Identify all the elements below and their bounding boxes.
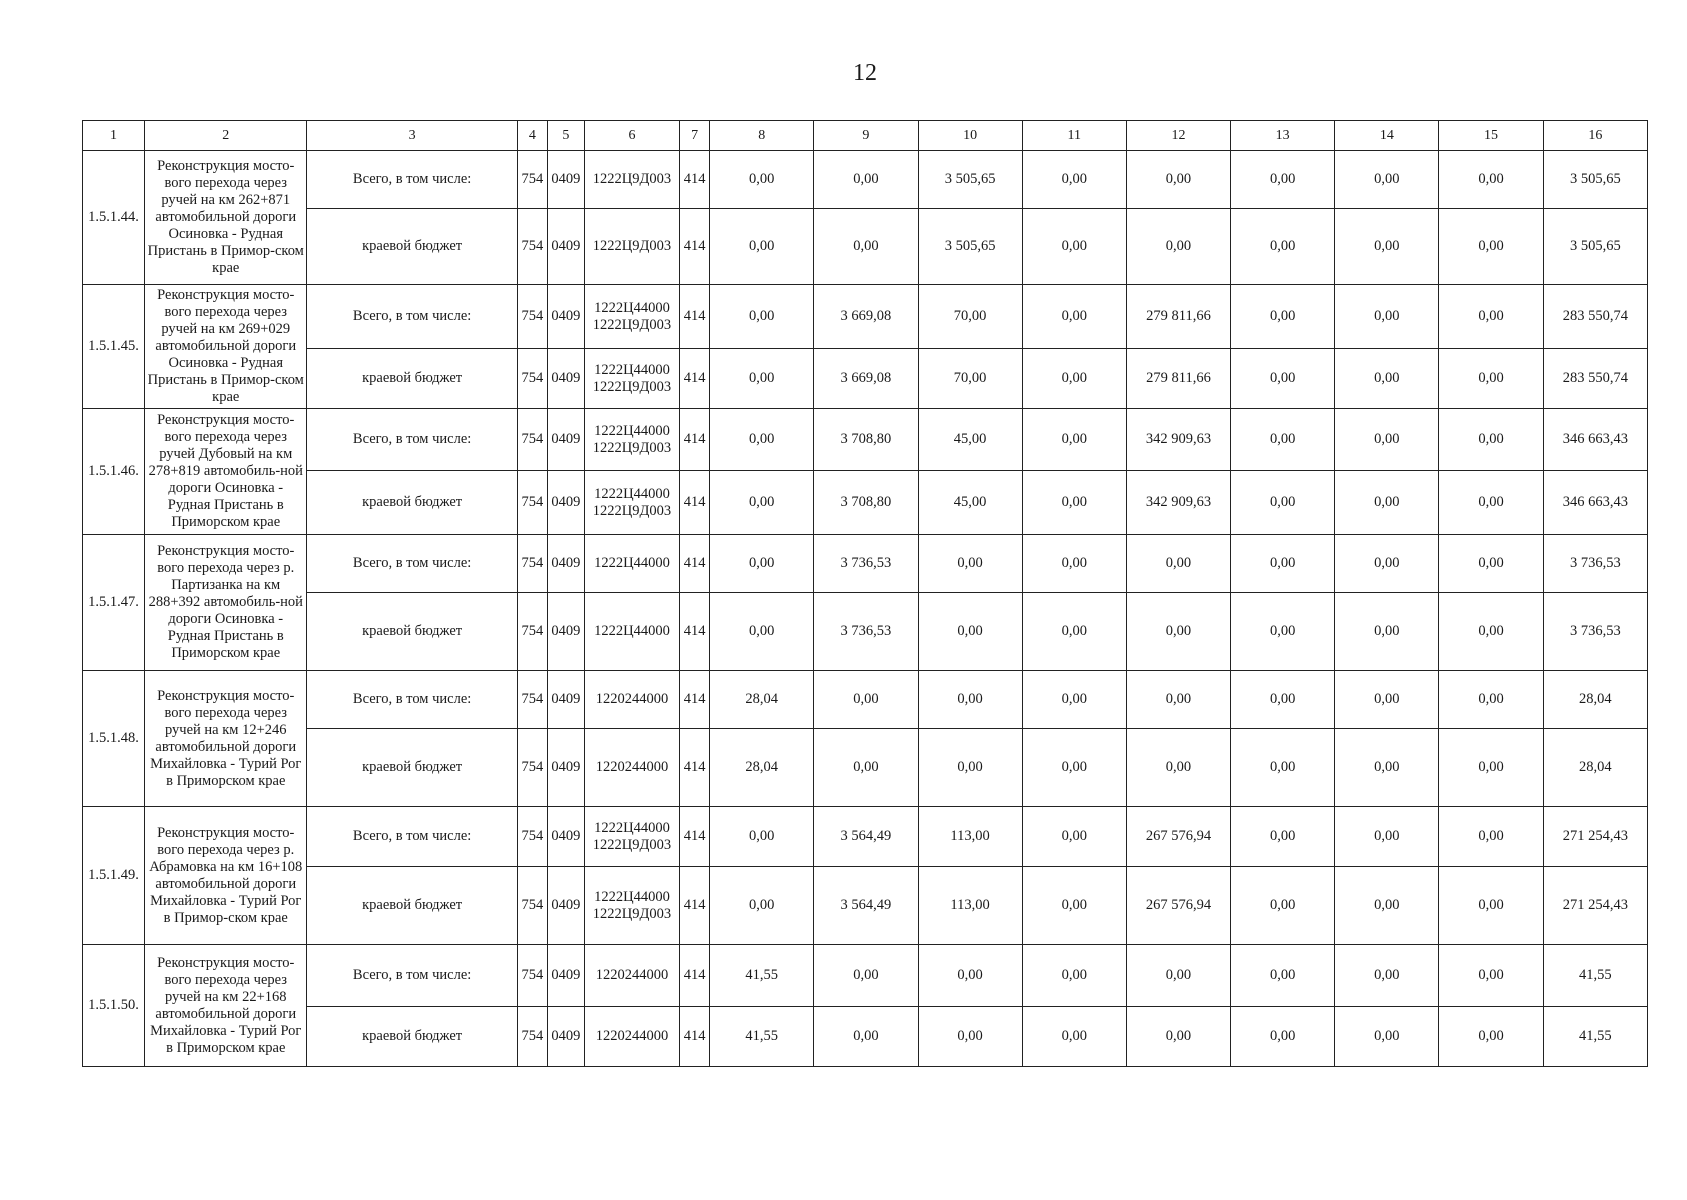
amount-cell: 70,00	[918, 285, 1022, 349]
amount-cell: 0,00	[1022, 349, 1126, 409]
amount-cell: 0,00	[1335, 285, 1439, 349]
amount-cell: 0,00	[1335, 209, 1439, 285]
page-number: 12	[853, 60, 877, 86]
expense-type-code: 414	[680, 867, 710, 945]
amount-cell: 0,00	[1231, 209, 1335, 285]
target-article-line: 1222Ц9Д003	[592, 316, 672, 333]
amount-cell: 346 663,43	[1543, 471, 1647, 535]
amount-cell: 0,00	[1022, 867, 1126, 945]
item-name: Реконструкция мосто-вого перехода через р. Абрамовка на км 16+108 автомобильной дороги Михайловка - Турий Рог в Примор-ском крае	[145, 807, 307, 945]
amount-cell: 41,55	[710, 945, 814, 1007]
amount-cell: 0,00	[1231, 535, 1335, 593]
column-header: 6	[584, 121, 679, 151]
column-header: 16	[1543, 121, 1647, 151]
amount-cell: 0,00	[814, 151, 918, 209]
funding-source: Всего, в том числе:	[307, 535, 517, 593]
column-header: 8	[710, 121, 814, 151]
amount-cell: 0,00	[710, 409, 814, 471]
expense-type-code: 414	[680, 209, 710, 285]
amount-cell: 70,00	[918, 349, 1022, 409]
grbs-code: 754	[517, 471, 547, 535]
amount-cell: 0,00	[1231, 1007, 1335, 1067]
amount-cell: 0,00	[1126, 209, 1230, 285]
amount-cell: 113,00	[918, 867, 1022, 945]
amount-cell: 3 736,53	[814, 593, 918, 671]
section-code: 0409	[547, 409, 584, 471]
amount-cell: 113,00	[918, 807, 1022, 867]
amount-cell: 28,04	[1543, 729, 1647, 807]
amount-cell: 3 505,65	[918, 209, 1022, 285]
amount-cell: 0,00	[1022, 209, 1126, 285]
amount-cell: 45,00	[918, 471, 1022, 535]
amount-cell: 342 909,63	[1126, 409, 1230, 471]
grbs-code: 754	[517, 867, 547, 945]
item-name: Реконструкция мосто-вого перехода через р. Партизанка на км 288+392 автомобиль-ной дороги Осиновка - Рудная Пристань в Приморском крае	[145, 535, 307, 671]
amount-cell: 0,00	[1231, 945, 1335, 1007]
section-code: 0409	[547, 945, 584, 1007]
target-article-line: 1222Ц44000	[594, 485, 670, 502]
item-code: 1.5.1.50.	[83, 945, 145, 1067]
amount-cell: 283 550,74	[1543, 285, 1647, 349]
amount-cell: 0,00	[710, 151, 814, 209]
amount-cell: 0,00	[1126, 671, 1230, 729]
funding-source: Всего, в том числе:	[307, 285, 517, 349]
amount-cell: 0,00	[1126, 729, 1230, 807]
amount-cell: 0,00	[1335, 945, 1439, 1007]
amount-cell: 28,04	[710, 729, 814, 807]
amount-cell: 279 811,66	[1126, 349, 1230, 409]
amount-cell: 0,00	[1439, 729, 1543, 807]
table-row	[83, 593, 1648, 671]
amount-cell: 0,00	[1231, 409, 1335, 471]
target-article-line: 1220244000	[595, 759, 669, 775]
amount-cell: 0,00	[1231, 729, 1335, 807]
table-row	[83, 807, 1648, 867]
target-article-code	[584, 409, 679, 471]
table-row	[83, 1007, 1648, 1067]
amount-cell: 0,00	[1022, 729, 1126, 807]
amount-cell: 0,00	[1439, 671, 1543, 729]
amount-cell: 0,00	[1231, 807, 1335, 867]
amount-cell: 28,04	[710, 671, 814, 729]
grbs-code: 754	[517, 945, 547, 1007]
amount-cell: 0,00	[918, 1007, 1022, 1067]
column-header: 9	[814, 121, 918, 151]
amount-cell: 0,00	[1439, 807, 1543, 867]
amount-cell: 0,00	[1335, 349, 1439, 409]
amount-cell: 3 708,80	[814, 471, 918, 535]
funding-source: краевой бюджет	[307, 729, 517, 807]
amount-cell: 0,00	[1231, 593, 1335, 671]
amount-cell: 0,00	[1335, 729, 1439, 807]
amount-cell: 342 909,63	[1126, 471, 1230, 535]
amount-cell: 267 576,94	[1126, 867, 1230, 945]
column-header: 4	[517, 121, 547, 151]
amount-cell: 0,00	[918, 593, 1022, 671]
expense-type-code: 414	[680, 945, 710, 1007]
amount-cell: 0,00	[1231, 285, 1335, 349]
amount-cell: 0,00	[1022, 807, 1126, 867]
amount-cell: 0,00	[918, 671, 1022, 729]
amount-cell: 41,55	[710, 1007, 814, 1067]
table-row	[83, 349, 1648, 409]
section-code: 0409	[547, 471, 584, 535]
amount-cell: 0,00	[918, 535, 1022, 593]
amount-cell: 0,00	[1022, 945, 1126, 1007]
item-name: Реконструкция мосто-вого перехода через ручей на км 262+871 автомобильной дороги Осиновка - Рудная Пристань в Примор-ском крае	[145, 151, 307, 285]
column-header: 11	[1022, 121, 1126, 151]
grbs-code: 754	[517, 285, 547, 349]
item-code: 1.5.1.47.	[83, 535, 145, 671]
item-code: 1.5.1.46.	[83, 409, 145, 535]
column-header: 3	[307, 121, 517, 151]
column-header: 10	[918, 121, 1022, 151]
table-row	[83, 151, 1648, 209]
amount-cell: 0,00	[1231, 867, 1335, 945]
column-header: 7	[680, 121, 710, 151]
amount-cell: 45,00	[918, 409, 1022, 471]
column-header: 1	[83, 121, 145, 151]
target-article-line: 1222Ц9Д003	[592, 836, 672, 853]
grbs-code: 754	[517, 151, 547, 209]
amount-cell: 3 505,65	[1543, 209, 1647, 285]
target-article-code	[584, 807, 679, 867]
target-article-line: 1222Ц44000	[594, 623, 670, 639]
section-code: 0409	[547, 285, 584, 349]
amount-cell: 0,00	[1022, 285, 1126, 349]
amount-cell: 3 736,53	[1543, 535, 1647, 593]
amount-cell: 0,00	[1335, 535, 1439, 593]
table-row	[83, 209, 1648, 285]
amount-cell: 0,00	[710, 867, 814, 945]
amount-cell: 3 669,08	[814, 285, 918, 349]
expense-type-code: 414	[680, 535, 710, 593]
amount-cell: 0,00	[1126, 593, 1230, 671]
table-row	[83, 729, 1648, 807]
column-header: 2	[145, 121, 307, 151]
expense-type-code: 414	[680, 151, 710, 209]
table-row	[83, 867, 1648, 945]
amount-cell: 0,00	[1231, 151, 1335, 209]
grbs-code: 754	[517, 807, 547, 867]
grbs-code: 754	[517, 409, 547, 471]
amount-cell: 3 564,49	[814, 867, 918, 945]
target-article-line: 1222Ц44000	[594, 819, 670, 836]
funding-source: краевой бюджет	[307, 209, 517, 285]
amount-cell: 0,00	[1439, 285, 1543, 349]
target-article-line: 1222Ц44000	[594, 555, 670, 571]
section-code: 0409	[547, 867, 584, 945]
amount-cell: 0,00	[1335, 593, 1439, 671]
amount-cell: 0,00	[710, 807, 814, 867]
amount-cell: 0,00	[1126, 945, 1230, 1007]
column-header: 12	[1126, 121, 1230, 151]
funding-source: Всего, в том числе:	[307, 945, 517, 1007]
amount-cell: 3 505,65	[1543, 151, 1647, 209]
amount-cell: 41,55	[1543, 945, 1647, 1007]
target-article-code	[584, 151, 679, 209]
column-header: 5	[547, 121, 584, 151]
amount-cell: 3 669,08	[814, 349, 918, 409]
amount-cell: 0,00	[1022, 671, 1126, 729]
grbs-code: 754	[517, 349, 547, 409]
target-article-line: 1220244000	[595, 967, 669, 983]
item-name: Реконструкция мосто-вого перехода через ручей на км 269+029 автомобильной дороги Осиновка - Рудная Пристань в Примор-ском крае	[145, 285, 307, 409]
target-article-line: 1222Ц9Д003	[592, 905, 672, 922]
grbs-code: 754	[517, 729, 547, 807]
amount-cell: 0,00	[710, 285, 814, 349]
amount-cell: 283 550,74	[1543, 349, 1647, 409]
funding-source: Всего, в том числе:	[307, 151, 517, 209]
target-article-code	[584, 535, 679, 593]
amount-cell: 3 736,53	[1543, 593, 1647, 671]
amount-cell: 0,00	[1022, 1007, 1126, 1067]
target-article-line: 1222Ц44000	[594, 422, 670, 439]
amount-cell: 346 663,43	[1543, 409, 1647, 471]
section-code: 0409	[547, 807, 584, 867]
amount-cell: 0,00	[1022, 151, 1126, 209]
amount-cell: 0,00	[710, 535, 814, 593]
section-code: 0409	[547, 349, 584, 409]
funding-source: краевой бюджет	[307, 1007, 517, 1067]
grbs-code: 754	[517, 1007, 547, 1067]
funding-source: Всего, в том числе:	[307, 671, 517, 729]
target-article-line: 1222Ц44000	[594, 888, 670, 905]
amount-cell: 3 505,65	[918, 151, 1022, 209]
funding-source: Всего, в том числе:	[307, 807, 517, 867]
amount-cell: 0,00	[814, 729, 918, 807]
amount-cell: 0,00	[1439, 151, 1543, 209]
amount-cell: 0,00	[1335, 807, 1439, 867]
amount-cell: 0,00	[814, 945, 918, 1007]
amount-cell: 0,00	[1335, 1007, 1439, 1067]
target-article-code	[584, 1007, 679, 1067]
amount-cell: 0,00	[710, 593, 814, 671]
expense-type-code: 414	[680, 471, 710, 535]
item-name: Реконструкция мосто-вого перехода через ручей на км 12+246 автомобильной дороги Михайловка - Турий Рог в Приморском крае	[145, 671, 307, 807]
expense-type-code: 414	[680, 349, 710, 409]
amount-cell: 0,00	[1335, 409, 1439, 471]
amount-cell: 0,00	[1022, 471, 1126, 535]
amount-cell: 279 811,66	[1126, 285, 1230, 349]
funding-source: краевой бюджет	[307, 867, 517, 945]
amount-cell: 267 576,94	[1126, 807, 1230, 867]
funding-source: Всего, в том числе:	[307, 409, 517, 471]
target-article-code	[584, 945, 679, 1007]
item-code: 1.5.1.45.	[83, 285, 145, 409]
expense-type-code: 414	[680, 729, 710, 807]
table-row	[83, 671, 1648, 729]
amount-cell: 0,00	[1126, 535, 1230, 593]
item-code: 1.5.1.49.	[83, 807, 145, 945]
funding-source: краевой бюджет	[307, 349, 517, 409]
amount-cell: 0,00	[1335, 867, 1439, 945]
column-header: 15	[1439, 121, 1543, 151]
header-row	[83, 121, 1648, 151]
target-article-code	[584, 471, 679, 535]
amount-cell: 0,00	[710, 209, 814, 285]
column-header: 14	[1335, 121, 1439, 151]
amount-cell: 0,00	[1439, 945, 1543, 1007]
section-code: 0409	[547, 729, 584, 807]
amount-cell: 0,00	[1022, 409, 1126, 471]
amount-cell: 271 254,43	[1543, 867, 1647, 945]
amount-cell: 0,00	[814, 209, 918, 285]
amount-cell: 0,00	[1335, 151, 1439, 209]
amount-cell: 0,00	[710, 471, 814, 535]
table-row	[83, 285, 1648, 349]
item-name: Реконструкция мосто-вого перехода через ручей на км 22+168 автомобильной дороги Михайловка - Турий Рог в Приморском крае	[145, 945, 307, 1067]
target-article-code	[584, 285, 679, 349]
target-article-code	[584, 349, 679, 409]
section-code: 0409	[547, 209, 584, 285]
amount-cell: 0,00	[918, 945, 1022, 1007]
target-article-code	[584, 867, 679, 945]
amount-cell: 3 736,53	[814, 535, 918, 593]
amount-cell: 0,00	[1335, 471, 1439, 535]
target-article-line: 1222Ц9Д003	[592, 171, 672, 187]
item-code: 1.5.1.48.	[83, 671, 145, 807]
amount-cell: 0,00	[1439, 471, 1543, 535]
table-row	[83, 471, 1648, 535]
expense-type-code: 414	[680, 593, 710, 671]
target-article-line: 1220244000	[595, 691, 669, 707]
grbs-code: 754	[517, 535, 547, 593]
amount-cell: 3 708,80	[814, 409, 918, 471]
amount-cell: 0,00	[918, 729, 1022, 807]
amount-cell: 0,00	[1022, 593, 1126, 671]
budget-table	[82, 120, 1648, 1067]
amount-cell: 0,00	[1231, 349, 1335, 409]
amount-cell: 0,00	[1126, 1007, 1230, 1067]
grbs-code: 754	[517, 593, 547, 671]
amount-cell: 0,00	[1022, 535, 1126, 593]
expense-type-code: 414	[680, 409, 710, 471]
expense-type-code: 414	[680, 807, 710, 867]
amount-cell: 0,00	[1439, 409, 1543, 471]
target-article-code	[584, 593, 679, 671]
amount-cell: 0,00	[814, 1007, 918, 1067]
target-article-line: 1222Ц44000	[594, 299, 670, 316]
amount-cell: 271 254,43	[1543, 807, 1647, 867]
table-row	[83, 535, 1648, 593]
expense-type-code: 414	[680, 1007, 710, 1067]
table-row	[83, 409, 1648, 471]
amount-cell: 0,00	[1439, 593, 1543, 671]
expense-type-code: 414	[680, 285, 710, 349]
target-article-code	[584, 209, 679, 285]
amount-cell: 41,55	[1543, 1007, 1647, 1067]
amount-cell: 0,00	[710, 349, 814, 409]
expense-type-code: 414	[680, 671, 710, 729]
section-code: 0409	[547, 151, 584, 209]
funding-source: краевой бюджет	[307, 593, 517, 671]
target-article-line: 1222Ц9Д003	[592, 502, 672, 519]
item-code: 1.5.1.44.	[83, 151, 145, 285]
amount-cell: 0,00	[814, 671, 918, 729]
item-name: Реконструкция мосто-вого перехода через ручей Дубовый на км 278+819 автомобиль-ной дороги Осиновка - Рудная Пристань в Приморском крае	[145, 409, 307, 535]
grbs-code: 754	[517, 671, 547, 729]
target-article-code	[584, 729, 679, 807]
amount-cell: 0,00	[1439, 349, 1543, 409]
target-article-line: 1222Ц9Д003	[592, 378, 672, 395]
amount-cell: 3 564,49	[814, 807, 918, 867]
table-row	[83, 945, 1648, 1007]
grbs-code: 754	[517, 209, 547, 285]
amount-cell: 0,00	[1439, 1007, 1543, 1067]
amount-cell: 28,04	[1543, 671, 1647, 729]
amount-cell: 0,00	[1126, 151, 1230, 209]
amount-cell: 0,00	[1439, 209, 1543, 285]
target-article-line: 1222Ц44000	[594, 361, 670, 378]
amount-cell: 0,00	[1231, 471, 1335, 535]
column-header: 13	[1231, 121, 1335, 151]
target-article-code	[584, 671, 679, 729]
amount-cell: 0,00	[1439, 867, 1543, 945]
target-article-line: 1220244000	[595, 1028, 669, 1044]
amount-cell: 0,00	[1335, 671, 1439, 729]
target-article-line: 1222Ц9Д003	[592, 439, 672, 456]
section-code: 0409	[547, 535, 584, 593]
section-code: 0409	[547, 593, 584, 671]
funding-source: краевой бюджет	[307, 471, 517, 535]
section-code: 0409	[547, 1007, 584, 1067]
table-body	[83, 151, 1648, 1067]
section-code: 0409	[547, 671, 584, 729]
amount-cell: 0,00	[1439, 535, 1543, 593]
amount-cell: 0,00	[1231, 671, 1335, 729]
target-article-line: 1222Ц9Д003	[592, 238, 672, 254]
